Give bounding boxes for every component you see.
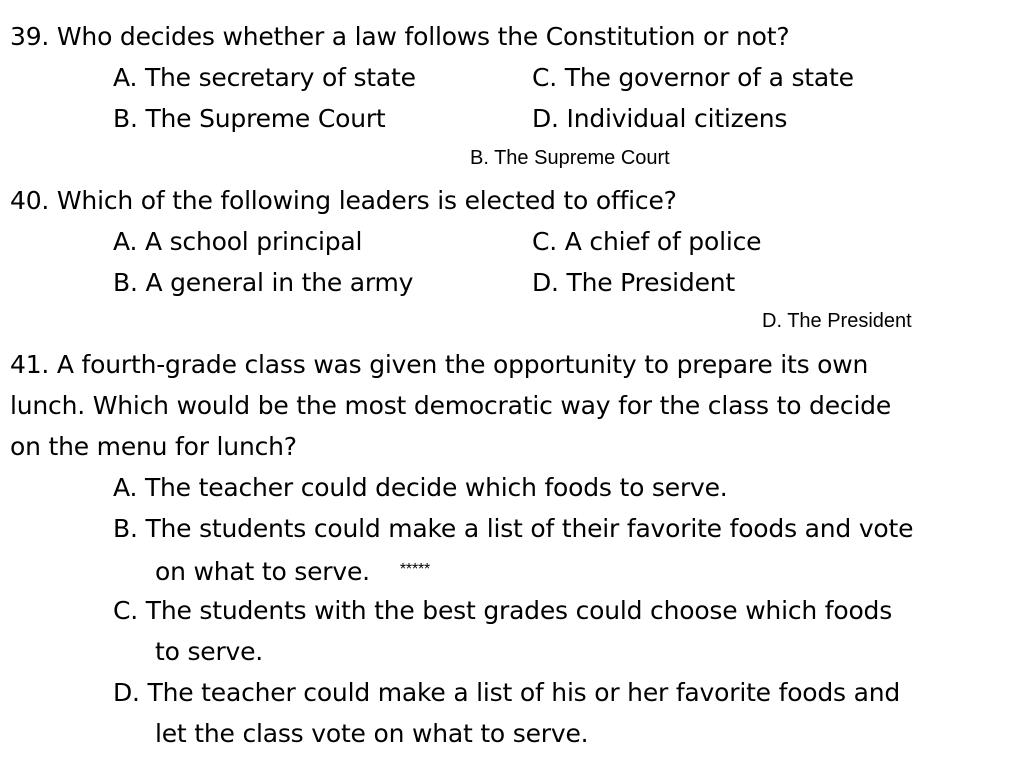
- q41-option-b-line-2: [155, 549, 430, 592]
- q39-option-c: C. The governor of a state: [532, 63, 854, 92]
- q41-option-d-line-2: let the class vote on what to serve.: [155, 719, 589, 748]
- q39-option-d: D. Individual citizens: [532, 104, 788, 133]
- question-39: 39. Who decides whether a law follows the Constitution or not?: [10, 22, 790, 51]
- q40-option-b: B. A general in the army: [113, 268, 414, 297]
- q41-option-b-line-2-text: on what to serve.: [155, 557, 370, 586]
- question-40: 40. Which of the following leaders is elected to office?: [10, 186, 677, 215]
- q39-option-b: B. The Supreme Court: [113, 104, 386, 133]
- question-41-line-1: 41. A fourth-grade class was given the opportunity to prepare its own: [10, 350, 869, 379]
- q39-option-a: A. The secretary of state: [113, 63, 416, 92]
- q41-option-d-line-1: D. The teacher could make a list of his or her favorite foods and: [113, 678, 901, 707]
- question-41-line-2: lunch. Which would be the most democratic way for the class to decide: [10, 391, 892, 420]
- q41-option-c-line-2: to serve.: [155, 637, 264, 666]
- q40-answer: D. The President: [762, 310, 912, 332]
- q40-option-c: C. A chief of police: [532, 227, 762, 256]
- q39-answer: B. The Supreme Court: [470, 147, 670, 169]
- q41-answer-marker: *****: [399, 561, 431, 578]
- q40-option-d: D. The President: [532, 268, 736, 297]
- q41-option-a: A. The teacher could decide which foods to serve.: [113, 473, 728, 502]
- q40-option-a: A. A school principal: [113, 227, 363, 256]
- question-41-line-3: on the menu for lunch?: [10, 432, 297, 461]
- q41-option-b-line-1: B. The students could make a list of their favorite foods and vote: [113, 514, 914, 543]
- q41-option-c-line-1: C. The students with the best grades could choose which foods: [113, 596, 893, 625]
